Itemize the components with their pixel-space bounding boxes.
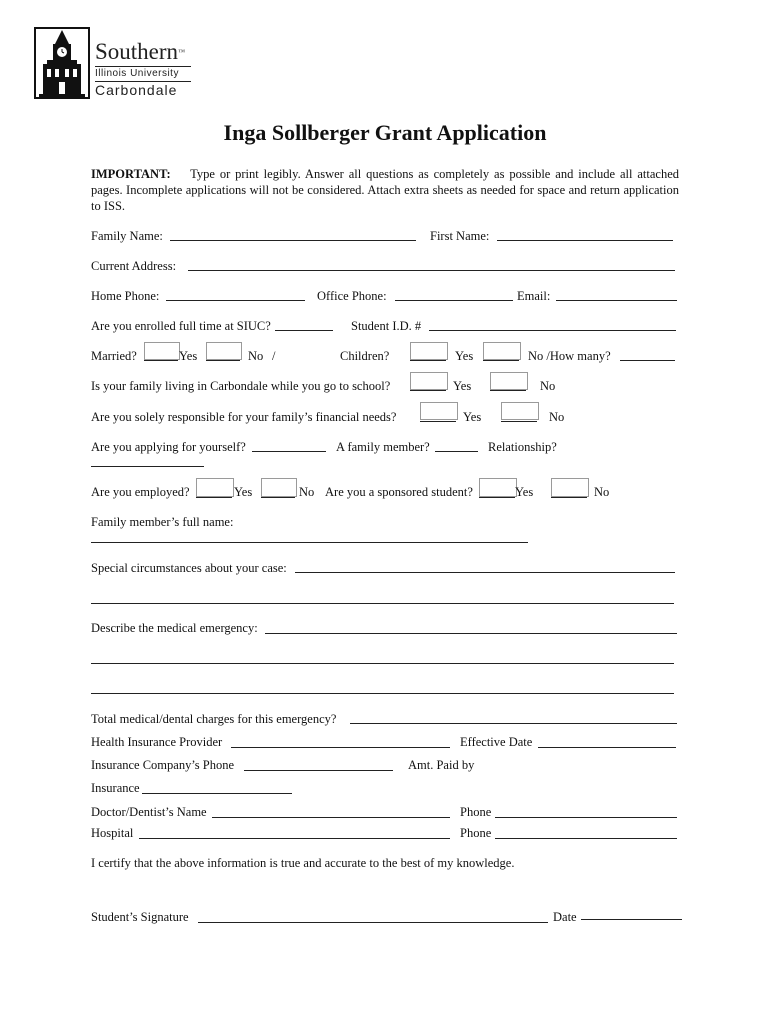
doctor-name-label: Doctor/Dentist’s Name (91, 805, 207, 819)
home-phone-field[interactable] (166, 300, 305, 301)
family-living-yes-checkbox[interactable] (410, 372, 448, 390)
health-insurance-label: Health Insurance Provider (91, 735, 223, 749)
married-no-underline (206, 360, 240, 361)
sponsored-yes-checkbox[interactable] (479, 478, 517, 497)
insurance-phone-field[interactable] (244, 770, 393, 771)
logo-line-top (95, 66, 191, 67)
university-logo (33, 24, 203, 100)
solely-yes-underline (420, 421, 456, 422)
office-phone-field[interactable] (395, 300, 513, 301)
sponsored-no-checkbox[interactable] (551, 478, 589, 497)
logo-line2: Illinois University (95, 68, 179, 79)
hospital-label: Hospital (91, 826, 134, 840)
student-id-label: Student I.D. # (351, 319, 422, 333)
married-no-checkbox[interactable] (206, 342, 242, 360)
family-member-full-name-label: Family member’s full name: (91, 515, 234, 529)
first-name-label: First Name: (430, 229, 490, 243)
enrolled-field[interactable] (275, 330, 333, 331)
insurance-phone-label: Insurance Company’s Phone (91, 758, 235, 772)
hospital-phone-field[interactable] (495, 838, 677, 839)
total-charges-label: Total medical/dental charges for this emergency? (91, 712, 337, 726)
family-member-field[interactable] (435, 451, 478, 452)
logo-line3: Carbondale (95, 82, 178, 98)
current-address-label: Current Address: (91, 259, 177, 273)
medical-emergency-label: Describe the medical emergency: (91, 621, 258, 635)
hospital-phone-label: Phone (460, 826, 492, 840)
certify-statement: I certify that the above information is true and accurate to the best of my knowledge. (91, 856, 515, 870)
family-living-no-label: No (540, 379, 556, 393)
solely-no-label: No (549, 410, 565, 424)
children-no-how-many-label: No /How many? (528, 349, 611, 363)
doctor-phone-field[interactable] (495, 817, 677, 818)
solely-no-underline (501, 421, 537, 422)
children-yes-underline (410, 360, 446, 361)
medical-emergency-line-2[interactable] (91, 663, 674, 664)
sponsored-yes-label: Yes (515, 485, 534, 499)
special-circumstances-line-2[interactable] (91, 603, 674, 604)
amt-paid-field[interactable] (142, 793, 292, 794)
married-yes-checkbox[interactable] (144, 342, 180, 360)
married-no-label: No (248, 349, 264, 363)
sponsored-yes-underline (479, 497, 515, 498)
married-yes-underline (144, 360, 178, 361)
clock-tower-icon (33, 24, 91, 100)
employed-label: Are you employed? (91, 485, 190, 499)
family-living-label: Is your family living in Carbondale while you go to school? (91, 379, 391, 393)
children-no-underline (483, 360, 519, 361)
special-circumstances-field[interactable] (295, 572, 675, 573)
family-name-label: Family Name: (91, 229, 163, 243)
logo-name (95, 40, 185, 64)
medical-emergency-line-3[interactable] (91, 693, 674, 694)
family-name-field[interactable] (170, 240, 416, 241)
employed-no-label: No (299, 485, 315, 499)
effective-date-field[interactable] (538, 747, 676, 748)
relationship-label: Relationship? (488, 440, 557, 454)
family-living-yes-label: Yes (453, 379, 472, 393)
married-yes-label: Yes (179, 349, 198, 363)
intro-text: Type or print legibly. Answer all questions as completely as possible and include all attached pages. Incomplete applications will not be considered. Attach extra sheets as needed for space and return application to ISS. (91, 167, 679, 213)
family-member-full-name-field[interactable] (91, 542, 528, 543)
employed-no-underline (261, 497, 295, 498)
employed-no-checkbox[interactable] (261, 478, 297, 497)
employed-yes-underline (196, 497, 232, 498)
married-slash: / (272, 349, 276, 363)
logo-tm: ™ (178, 48, 185, 56)
doctor-name-field[interactable] (212, 817, 450, 818)
special-circumstances-label: Special circumstances about your case: (91, 561, 287, 575)
amt-paid-label: Amt. Paid by (408, 758, 475, 772)
date-field[interactable] (581, 919, 682, 920)
hospital-field[interactable] (139, 838, 450, 839)
logo-name-text: Southern (95, 39, 179, 64)
important-label: IMPORTANT: (91, 167, 171, 181)
solely-no-checkbox[interactable] (501, 402, 539, 420)
medical-emergency-field[interactable] (265, 633, 677, 634)
enrolled-label: Are you enrolled full time at SIUC? (91, 319, 271, 333)
sponsored-no-underline (551, 497, 587, 498)
doctor-phone-label: Phone (460, 805, 492, 819)
health-insurance-field[interactable] (231, 747, 450, 748)
signature-label: Student’s Signature (91, 910, 189, 924)
total-charges-field[interactable] (350, 723, 677, 724)
intro-paragraph (91, 166, 679, 214)
office-phone-label: Office Phone: (317, 289, 387, 303)
sponsored-no-label: No (594, 485, 610, 499)
effective-date-label: Effective Date (460, 735, 533, 749)
insurance-label: Insurance (91, 781, 140, 795)
email-field[interactable] (556, 300, 677, 301)
children-no-checkbox[interactable] (483, 342, 521, 360)
how-many-field[interactable] (620, 360, 675, 361)
family-living-yes-underline (410, 390, 446, 391)
employed-yes-checkbox[interactable] (196, 478, 234, 497)
solely-yes-checkbox[interactable] (420, 402, 458, 420)
page-title: Inga Sollberger Grant Application (223, 120, 547, 145)
solely-responsible-label: Are you solely responsible for your family’s financial needs? (91, 410, 397, 424)
date-label: Date (553, 910, 577, 924)
first-name-field[interactable] (497, 240, 673, 241)
applying-yourself-label: Are you applying for yourself? (91, 440, 246, 454)
home-phone-label: Home Phone: (91, 289, 160, 303)
signature-field[interactable] (198, 922, 548, 923)
family-member-label: A family member? (336, 440, 430, 454)
children-yes-label: Yes (455, 349, 474, 363)
employed-yes-label: Yes (234, 485, 253, 499)
children-yes-checkbox[interactable] (410, 342, 448, 360)
children-label: Children? (340, 349, 390, 363)
applying-yourself-field[interactable] (252, 451, 326, 452)
email-label: Email: (517, 289, 551, 303)
relationship-field[interactable] (91, 466, 204, 467)
married-label: Married? (91, 349, 137, 363)
family-living-no-checkbox[interactable] (490, 372, 528, 390)
family-living-no-underline (490, 390, 526, 391)
student-id-field[interactable] (429, 330, 676, 331)
solely-yes-label: Yes (463, 410, 482, 424)
sponsored-label: Are you a sponsored student? (325, 485, 473, 499)
current-address-field[interactable] (188, 270, 675, 271)
